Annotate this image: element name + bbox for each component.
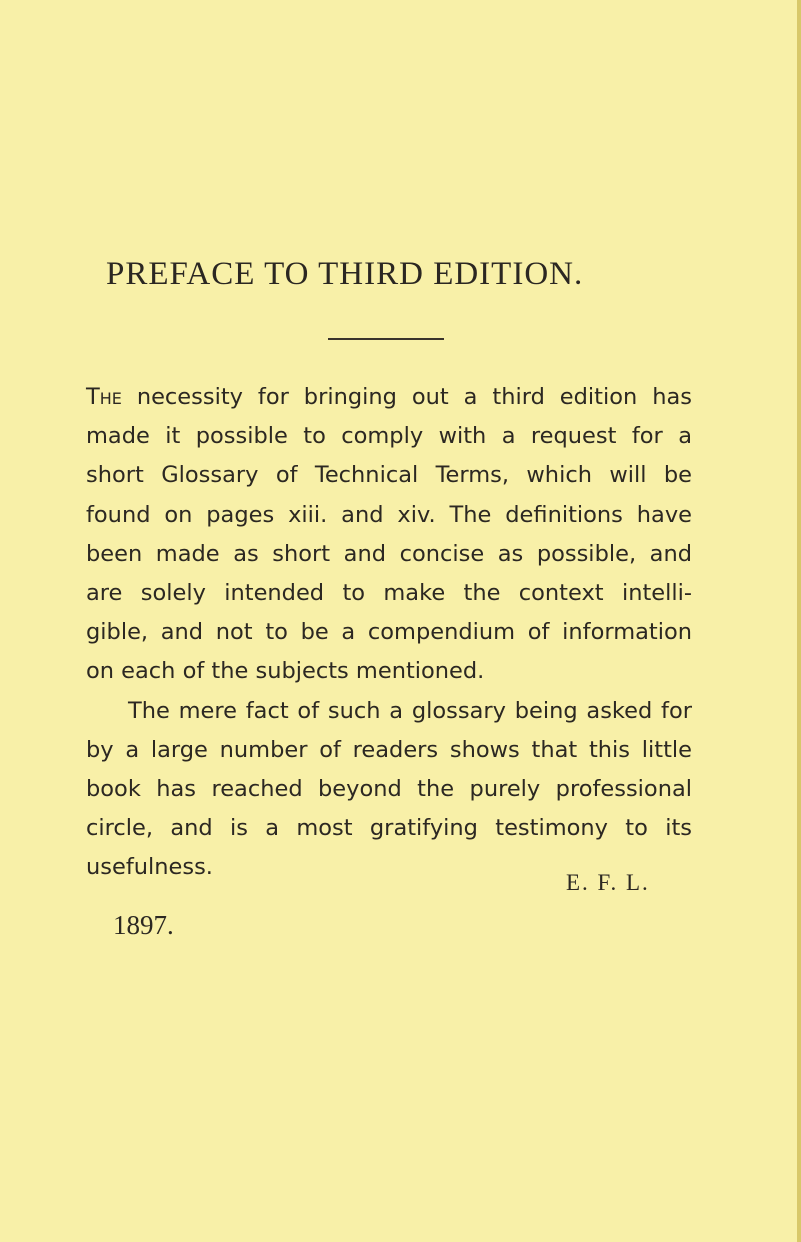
text-line: made it possible to comply with a request for a: [86, 423, 692, 450]
date-year: 1897.: [113, 910, 174, 940]
paragraph-1: [86, 382, 692, 696]
text-line: gible, and not to be a compendium of information: [86, 619, 692, 646]
text-line: found on pages xiii. and xiv. The definitions have: [86, 501, 692, 528]
text-line: by a large number of readers shows that this little: [86, 736, 692, 763]
text-line: book has reached beyond the purely professional: [86, 775, 692, 802]
title-rule: [328, 338, 444, 340]
text-line: usefulness.: [86, 854, 213, 881]
page-edge: [797, 0, 801, 1242]
paragraph-2: [86, 696, 692, 892]
page-title: PREFACE TO THIRD EDITION.: [106, 256, 584, 292]
preface-body: [86, 382, 692, 891]
text-line: circle, and is a most gratifying testimony to its: [86, 815, 692, 842]
text-line: been made as short and concise as possible, and: [86, 540, 692, 567]
text-line: on each of the subjects mentioned.: [86, 658, 485, 685]
text-line: The mere fact of such a glossary being asked for: [128, 697, 692, 724]
author-initials: E. F. L.: [566, 870, 650, 895]
text-line: are solely intended to make the context intelli-: [86, 579, 692, 606]
text-line: short Glossary of Technical Terms, which will be: [86, 462, 692, 489]
text-line: The necessity for bringing out a third edition has: [86, 384, 692, 410]
